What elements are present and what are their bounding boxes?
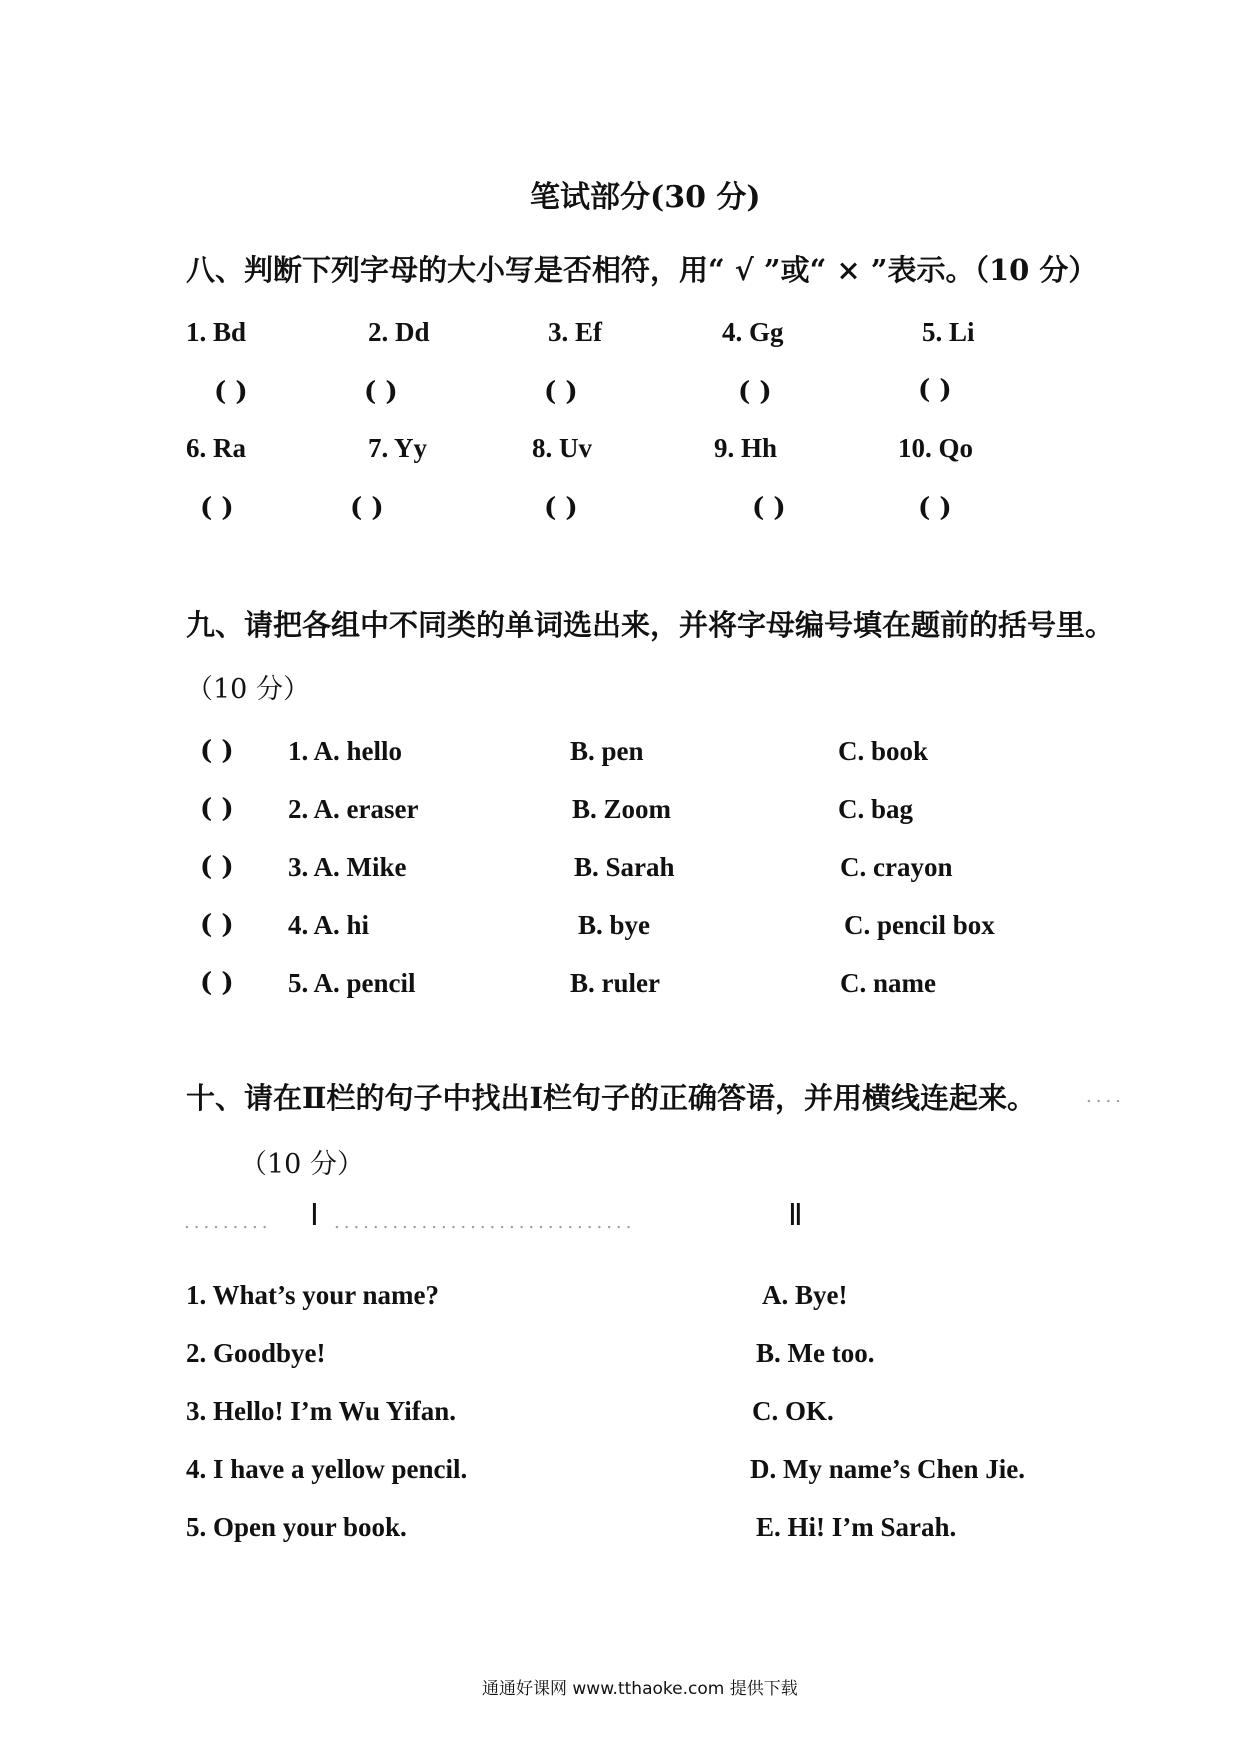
word-option-c: C. pencil box [844, 910, 995, 940]
answer-blank-10[interactable]: ( ) [918, 493, 952, 523]
section10-heading: 十、请在Ⅱ栏的句子中找出Ⅰ栏句子的正确答语，并用横线连起来。 [186, 1081, 1037, 1115]
letter-pair-4: 4. Gg [722, 317, 784, 347]
answer-blank-1[interactable]: ( ) [214, 377, 248, 407]
word-option-a: 4. A. hi [288, 910, 370, 940]
letter-pair-1: 1. Bd [186, 317, 247, 347]
section9-score: （10 分） [186, 674, 310, 705]
word-option-b: B. bye [578, 910, 651, 940]
word-option-c: C. crayon [840, 852, 953, 882]
section9-heading: 九、请把各组中不同类的单词选出来，并将字母编号填在题前的括号里。 [186, 608, 1115, 642]
answer-blank-7[interactable]: ( ) [350, 493, 384, 523]
answer-blank-3[interactable]: ( ) [544, 377, 578, 407]
answer-blank-2[interactable]: ( ) [364, 377, 398, 407]
word-option-a: 1. A. hello [288, 736, 403, 766]
section8-heading: 八、判断下列字母的大小写是否相符，用“ √ ”或“ × ”表示。（10 分） [186, 253, 1098, 287]
footer-source: 通通好课网 www.tthaoke.com 提供下载 [482, 1679, 798, 1699]
letter-pair-10: 10. Qo [898, 433, 974, 463]
page-title: 笔试部分(30 分) [530, 180, 761, 215]
word-option-a: 5. A. pencil [288, 968, 416, 998]
answer-blank-6[interactable]: ( ) [200, 493, 234, 523]
column-2-label: Ⅱ [788, 1199, 803, 1232]
letter-pair-2: 2. Dd [368, 317, 430, 347]
letter-pair-9: 9. Hh [714, 433, 778, 463]
answer-blank-4[interactable]: ( ) [738, 377, 772, 407]
letter-pair-5: 5. Li [922, 317, 975, 347]
letter-pair-6: 6. Ra [186, 433, 246, 463]
word-option-b: B. Zoom [572, 794, 672, 824]
answer-blank-8[interactable]: ( ) [544, 493, 578, 523]
choice-blank-4[interactable]: ( ) [200, 910, 234, 940]
answer-right-b[interactable]: B. Me too. [756, 1338, 875, 1368]
section10-score: （10 分） [240, 1149, 364, 1180]
word-option-b: B. pen [570, 736, 644, 766]
word-option-a: 2. A. eraser [288, 794, 419, 824]
sentence-left-5[interactable]: 5. Open your book. [186, 1512, 407, 1542]
word-option-b: B. ruler [570, 968, 660, 998]
letter-pair-7: 7. Yy [368, 433, 427, 463]
sentence-left-1[interactable]: 1. What’s your name? [186, 1280, 440, 1310]
letter-pair-8: 8. Uv [532, 433, 592, 463]
sentence-left-3[interactable]: 3. Hello! I’m Wu Yifan. [186, 1396, 457, 1426]
word-option-c: C. bag [838, 794, 914, 824]
answer-blank-9[interactable]: ( ) [752, 493, 786, 523]
choice-blank-2[interactable]: ( ) [200, 794, 234, 824]
choice-blank-3[interactable]: ( ) [200, 852, 234, 882]
word-option-b: B. Sarah [574, 852, 675, 882]
dot-leader: ............................... [334, 1212, 636, 1233]
choice-blank-5[interactable]: ( ) [200, 968, 234, 998]
dot-leader: ......... [184, 1212, 272, 1233]
letter-pair-3: 3. Ef [548, 317, 602, 347]
choice-blank-1[interactable]: ( ) [200, 736, 234, 766]
answer-right-a[interactable]: A. Bye! [762, 1280, 848, 1310]
answer-blank-5[interactable]: ( ) [918, 375, 952, 405]
sentence-left-2[interactable]: 2. Goodbye! [186, 1338, 326, 1368]
dot-leader: .... [1086, 1086, 1125, 1107]
word-option-c: C. name [840, 968, 936, 998]
answer-right-c[interactable]: C. OK. [752, 1396, 834, 1426]
word-option-c: C. book [838, 736, 929, 766]
column-1-label: Ⅰ [310, 1199, 319, 1232]
sentence-left-4[interactable]: 4. I have a yellow pencil. [186, 1454, 468, 1484]
answer-right-e[interactable]: E. Hi! I’m Sarah. [756, 1512, 957, 1542]
answer-right-d[interactable]: D. My name’s Chen Jie. [750, 1454, 1025, 1484]
word-option-a: 3. A. Mike [288, 852, 407, 882]
